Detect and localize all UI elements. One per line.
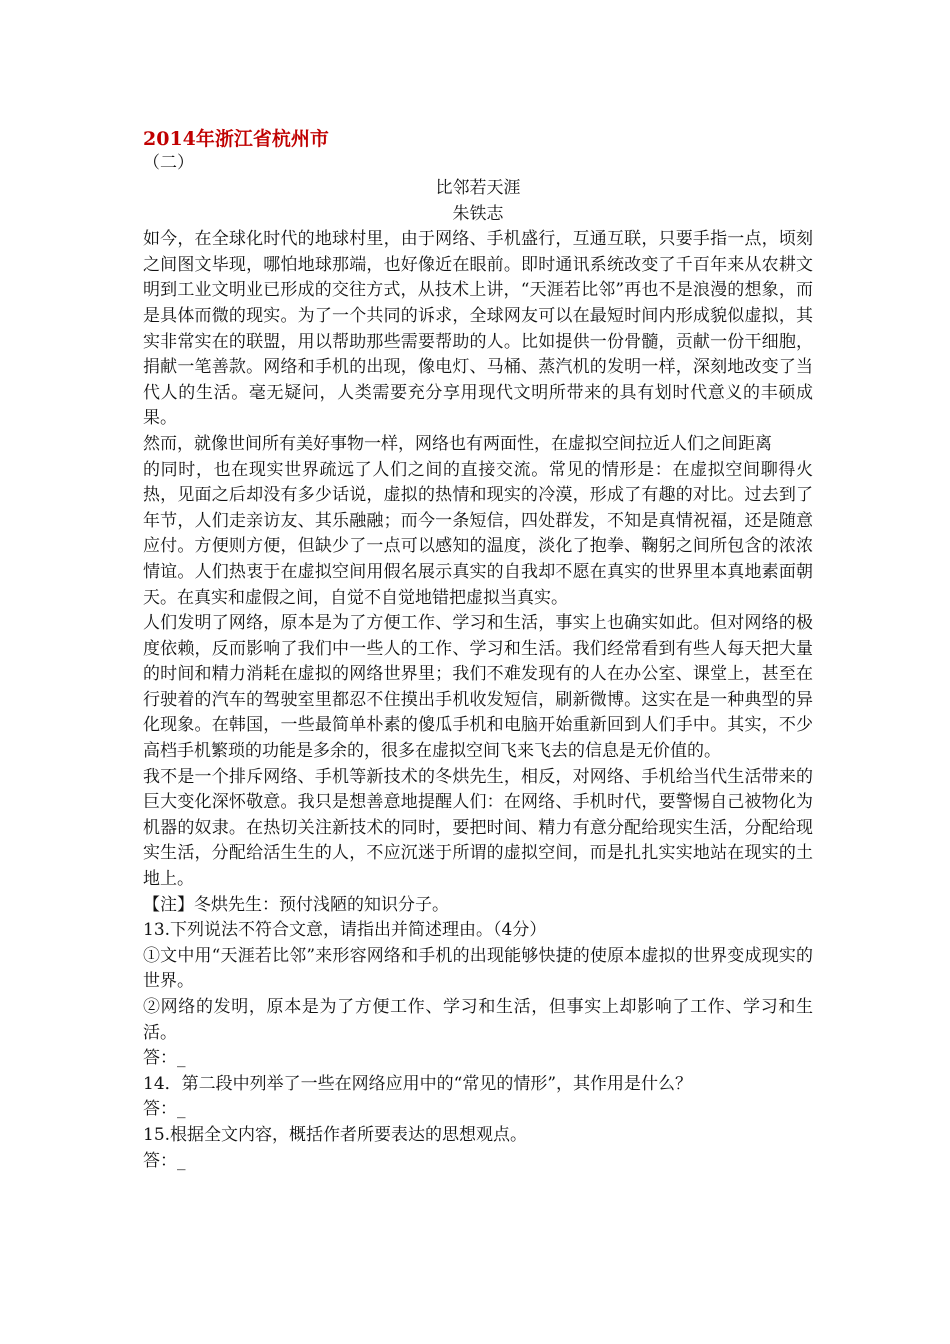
document-heading: 2014年浙江省杭州市 — [143, 128, 329, 150]
article-paragraph-2: 然而，就像世间所有美好事物一样，网络也有两面性，在虚拟空间拉近人们之间距离 — [143, 433, 772, 454]
article-paragraph-2-continued: 的同时，也在现实世界疏远了人们之间的直接交流。常见的情形是：在虚拟空间聊得火热，见面之后却没有多少话说，虚拟的热情和现实的冷漠，形成了有趣的对比。过去到了年节，人们走亲访友、其乐融融；而今一条短信，四处群发，不知是真情祝福，还是随意应付。方便则方便，但缺少了一点可以感知的温度，淡化了抱拳、鞠躬之间所包含的浓浓情谊。人们热衷于在虚拟空间用假名展示真实的自我却不愿在真实的世界里本真地素面朝天。在真实和虚假之间，自觉不自觉地错把虚拟当真实。 — [143, 459, 813, 608]
article-author: 朱铁志 — [452, 203, 504, 224]
question-14-answer: 答：_ — [143, 1099, 186, 1120]
question-15-prompt: 15.根据全文内容，概括作者所要表达的思想观点。 — [143, 1124, 528, 1145]
article-paragraph-3: 人们发明了网络，原本是为了方便工作、学习和生活，事实上也确实如此。但对网络的极度依赖，反而影响了我们中一些人的工作、学习和生活。我们经常看到有些人每天把大量的时间和精力消耗在虚拟的网络世界里；我们不难发现有的人在办公室、课堂上，甚至在行驶着的汽车的驾驶室里都忍不住摸出手机收发短信，刷新微博。这实在是一种典型的异化现象。在韩国，一些最简单朴素的傻瓜手机和电脑开始重新回到人们手中。其实，不少高档手机繁琐的功能是多余的，很多在虚拟空间飞来飞去的信息是无价值的。 — [143, 613, 813, 762]
question-14-prompt: 14．第二段中列举了一些在网络应用中的“常见的情形”，其作用是什么？ — [143, 1073, 693, 1094]
article-note: 【注】冬烘先生：预付浅陋的知识分子。 — [143, 894, 449, 915]
article-paragraph-4: 我不是一个排斥网络、手机等新技术的冬烘先生，相反，对网络、手机给当代生活带来的巨大变化深怀敬意。我只是想善意地提醒人们：在网络、手机时代，要警惕自己被物化为机器的奴隶。在热切关注新技术的同时，要把时间、精力有意分配给现实生活，分配给现实生活，分配给活生生的人，不应沉迷于所谓的虚拟空间，而是扎扎实实地站在现实的土地上。 — [143, 766, 813, 890]
question-15-answer: 答：_ — [143, 1150, 186, 1171]
question-13-option-1: ①文中用“天涯若比邻”来形容网络和手机的出现能够快捷的使原本虚拟的世界变成现实的世界。 — [143, 945, 813, 992]
question-13-prompt: 13.下列说法不符合文意，请指出并简述理由。（4分） — [143, 920, 547, 941]
question-13-option-2: ②网络的发明，原本是为了方便工作、学习和生活，但事实上却影响了工作、学习和生活。 — [143, 997, 813, 1043]
section-number: （二） — [143, 153, 194, 173]
document-body — [143, 176, 813, 1174]
question-13-answer: 答：_ — [143, 1048, 186, 1069]
article-paragraph-1: 如今，在全球化时代的地球村里，由于网络、手机盛行，互通互联，只要手指一点，顷刻之间图文毕现，哪怕地球那端，也好像近在眼前。即时通讯系统改变了千百年来从农耕文明到工业文明业已形成的交往方式，从技术上讲，“天涯若比邻”再也不是浪漫的想象，而是具体而微的现实。为了一个共同的诉求，全球网友可以在最短时间内形成貌似虚拟，其实非常实在的联盟，用以帮助那些需要帮助的人。比如提供一份骨髓，贡献一份干细胞，捐献一笔善款。网络和手机的出现，像电灯、马桶、蒸汽机的发明一样，深刻地改变了当代人的生活。毫无疑问，人类需要充分享用现代文明所带来的具有划时代意义的丰硕成果。 — [143, 229, 813, 429]
article-title: 比邻若天涯 — [435, 178, 521, 198]
